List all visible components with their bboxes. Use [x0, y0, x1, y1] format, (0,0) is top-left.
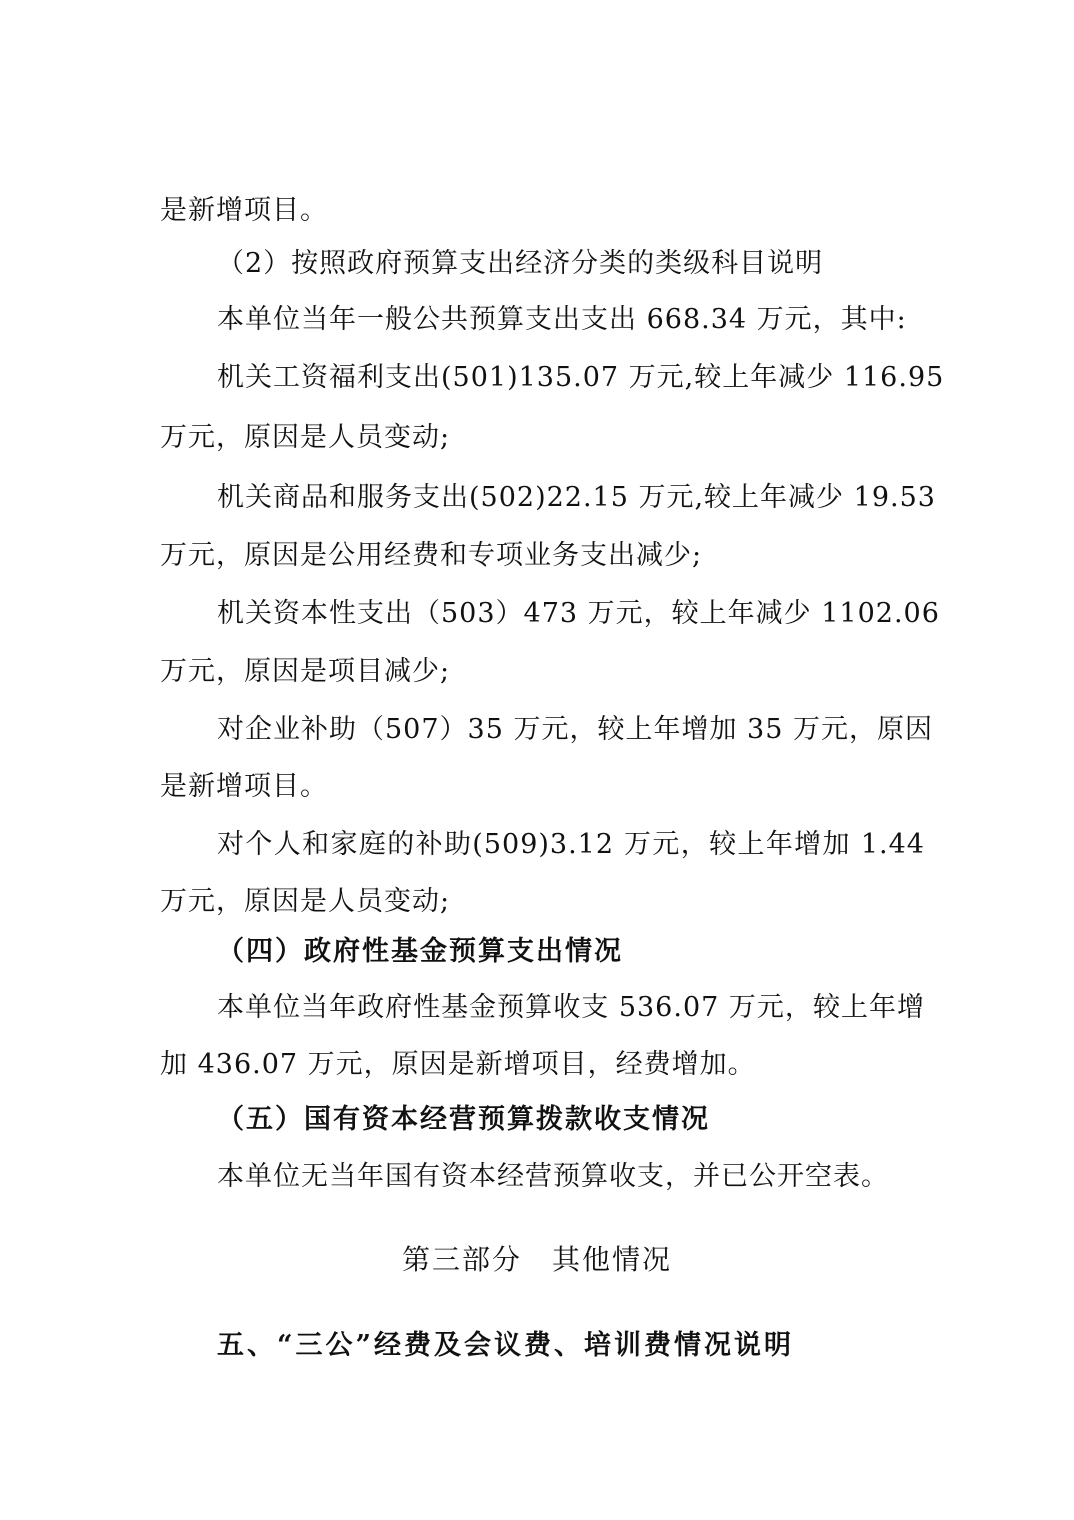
- paragraph-line: 机关工资福利支出(501)135.07 万元,较上年减少 116.95: [217, 362, 945, 393]
- section-heading: （四）政府性基金预算支出情况: [217, 936, 623, 967]
- paragraph-line: 是新增项目。: [160, 195, 328, 226]
- section-heading: （五）国有资本经营预算拨款收支情况: [217, 1104, 710, 1135]
- part-title: 第三部分 其他情况: [401, 1243, 672, 1276]
- paragraph-line: 本单位当年一般公共预算支出支出 668.34 万元，其中:: [217, 304, 907, 335]
- paragraph-line: 对企业补助（507）35 万元，较上年增加 35 万元，原因: [217, 714, 933, 745]
- chapter-title: 五、“三公”经费及会议费、培训费情况说明: [217, 1330, 795, 1361]
- paragraph-line: 万元，原因是项目减少;: [160, 656, 451, 687]
- paragraph-line: 万元，原因是人员变动;: [160, 886, 451, 917]
- paragraph-line: 加 436.07 万元，原因是新增项目，经费增加。: [160, 1049, 756, 1080]
- paragraph-line: 对个人和家庭的补助(509)3.12 万元，较上年增加 1.44: [217, 829, 925, 860]
- paragraph-line: 是新增项目。: [160, 771, 328, 802]
- paragraph-line: 机关商品和服务支出(502)22.15 万元,较上年减少 19.53: [217, 482, 936, 513]
- subsection-heading: （2）按照政府预算支出经济分类的类级科目说明: [217, 248, 824, 279]
- paragraph-line: 万元，原因是公用经费和专项业务支出减少;: [160, 540, 703, 571]
- paragraph-line: 本单位无当年国有资本经营预算收支，并已公开空表。: [217, 1161, 889, 1192]
- paragraph-line: 机关资本性支出（503）473 万元，较上年减少 1102.06: [217, 598, 940, 629]
- paragraph-line: 万元，原因是人员变动;: [160, 422, 451, 453]
- paragraph-line: 本单位当年政府性基金预算收支 536.07 万元，较上年增: [217, 992, 925, 1023]
